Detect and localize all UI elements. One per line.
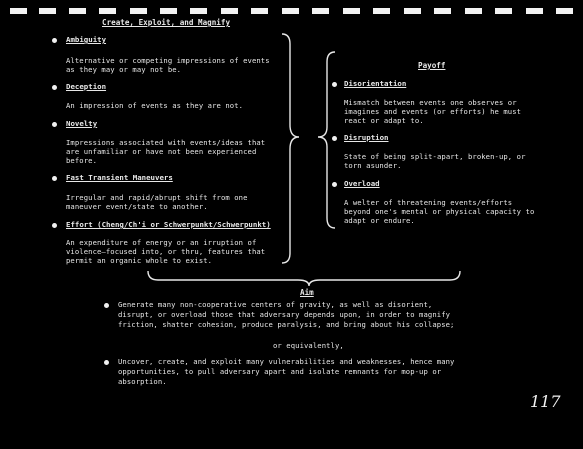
item-text-line: before.	[66, 156, 97, 165]
item-text-line: An expenditure of energy or an irruption of	[66, 238, 257, 247]
item-text-line: torn asunder.	[344, 161, 402, 170]
item-heading: Disorientation	[344, 79, 407, 88]
bullet-icon	[332, 136, 337, 141]
item-heading: Ambiguity	[66, 35, 107, 44]
bullet-icon	[52, 176, 57, 181]
item-text-line: Alternative or competing impressions of events	[66, 56, 270, 65]
item-text-line: permit an organic whole to exist.	[66, 256, 213, 265]
bullet-icon	[52, 85, 57, 90]
aim-text-line: opportunities, to pull adversary apart and isolate remnants for mop-up or	[118, 367, 442, 376]
item-text-line: A welter of threatening events/efforts	[344, 198, 513, 207]
aim-text-line: friction, shatter cohesion, produce paralysis, and bring about his collapse;	[118, 320, 455, 329]
item-heading: Disruption	[344, 133, 389, 142]
aim-text-line: Generate many non-cooperative centers of gravity, as well as disorient,	[118, 300, 433, 309]
bullet-icon	[52, 38, 57, 43]
item-text-line: react or adapt to.	[344, 116, 424, 125]
bullet-icon	[52, 122, 57, 127]
left-column-title: Create, Exploit, and Magnify	[102, 18, 231, 27]
bullet-icon	[104, 303, 109, 308]
item-heading: Effort (Cheng/Ch'i or Schwerpunkt/Schwerpunkt)	[66, 220, 271, 229]
item-heading: Novelty	[66, 119, 98, 128]
item-text-line: are unfamiliar or have not been experienced	[66, 147, 257, 156]
item-text-line: Mismatch between events one observes or	[344, 98, 517, 107]
item-heading: Overload	[344, 179, 380, 188]
bullet-icon	[332, 82, 337, 87]
item-heading: Deception	[66, 82, 107, 91]
page-number: 117	[530, 392, 561, 411]
aim-or-equivalently: or equivalently,	[273, 341, 344, 350]
aim-text-line: absorption.	[118, 377, 167, 386]
item-text-line: imagines and events (or efforts) he must	[344, 107, 522, 116]
bullet-icon	[52, 223, 57, 228]
item-text-line: as they may or may not be.	[66, 65, 182, 74]
right-column-title: Payoff	[418, 61, 446, 70]
aim-text-line: disrupt, or overload those that adversary depends upon, in order to magnify	[118, 310, 451, 319]
aim-text-line: Uncover, create, and exploit many vulnerabilities and weaknesses, hence many	[118, 357, 455, 366]
item-text-line: violence—focused into, or thru, features that	[66, 247, 266, 256]
item-text-line: State of being split-apart, broken-up, or	[344, 152, 526, 161]
item-text-line: An impression of events as they are not.	[66, 101, 244, 110]
bullet-icon	[104, 360, 109, 365]
item-text-line: beyond one's mental or physical capacity to	[344, 207, 535, 216]
item-heading: Fast Transient Maneuvers	[66, 173, 173, 182]
item-text-line: maneuver event/state to another.	[66, 202, 208, 211]
item-text-line: Impressions associated with events/ideas that	[66, 138, 266, 147]
item-text-line: Irregular and rapid/abrupt shift from one	[66, 193, 248, 202]
bullet-icon	[332, 182, 337, 187]
item-text-line: adapt or endure.	[344, 216, 415, 225]
aim-title: Aim	[300, 288, 314, 297]
